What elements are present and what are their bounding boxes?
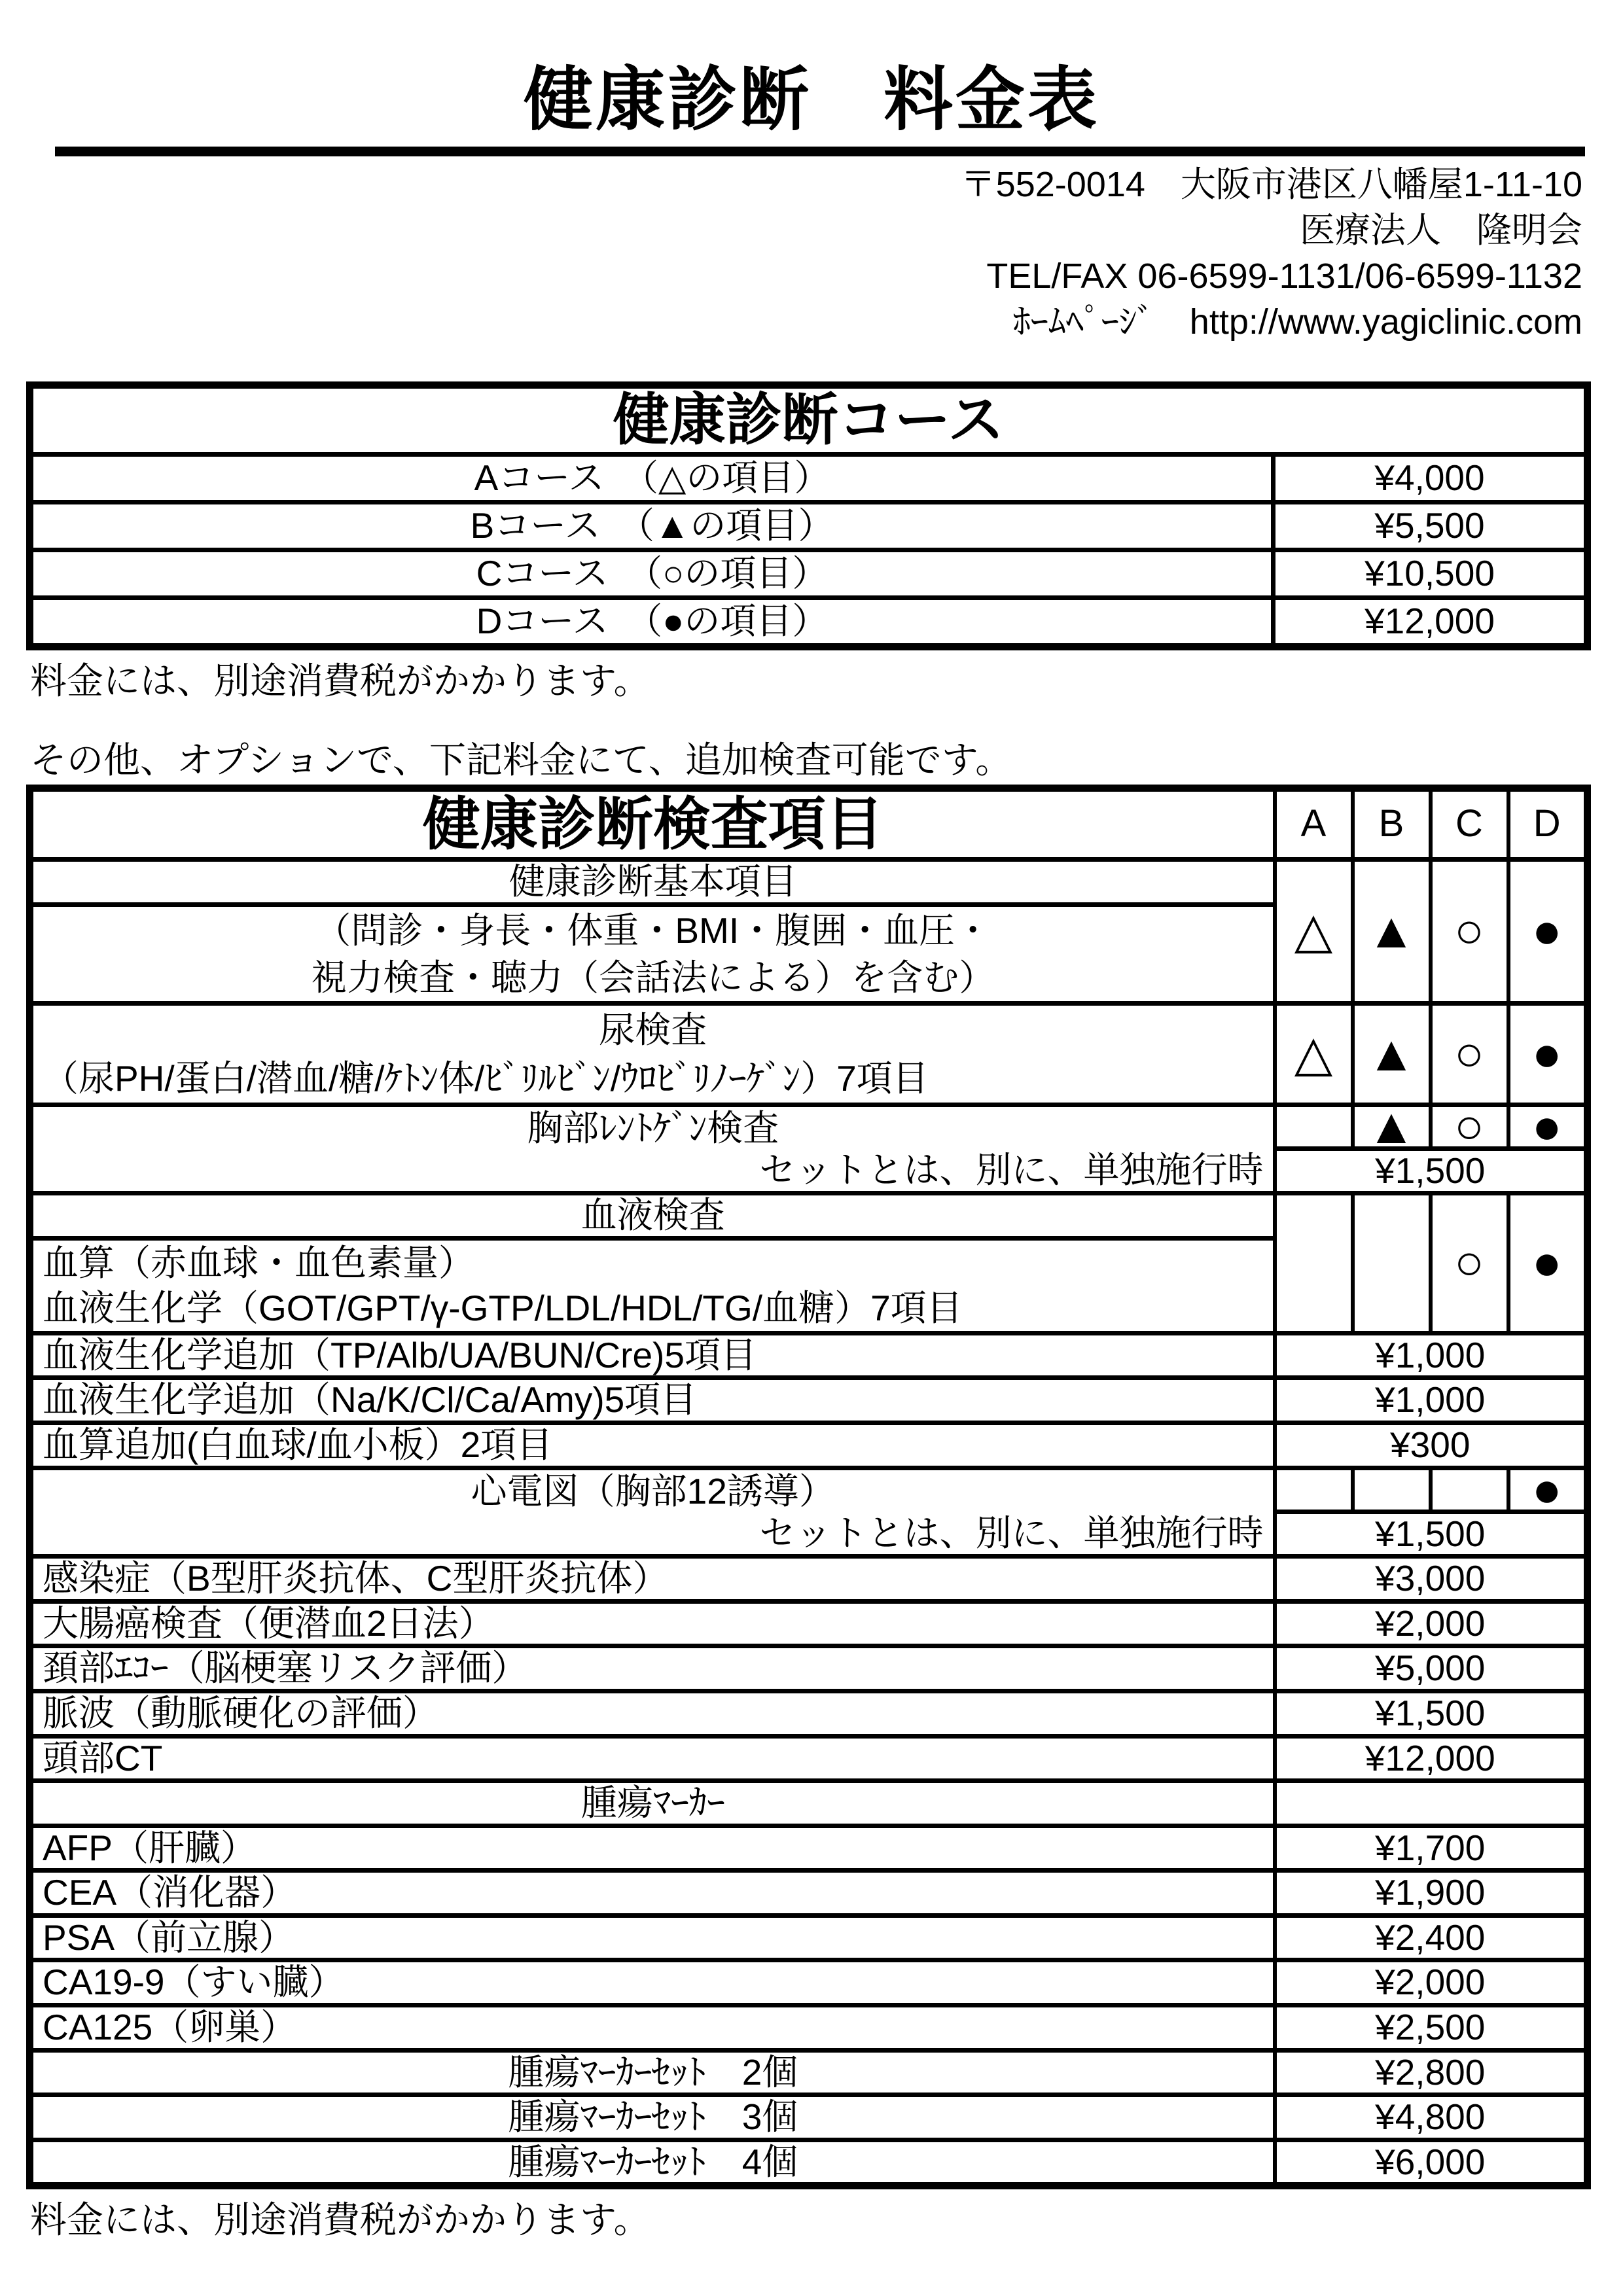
table-row (30, 1557, 1588, 1602)
chest-xray-standalone-note: セットとは、別に、単独施行時 (759, 1149, 1264, 1190)
exam-row-price: ¥300 (1275, 1422, 1588, 1468)
page-title: 健康診断 料金表 (524, 62, 1099, 139)
tumor-set-label: 腫瘍ﾏｰｶｰｾｯﾄ 3個 (30, 2095, 1275, 2140)
tumor-set-price: ¥6,000 (1275, 2140, 1588, 2186)
basic-desc-line2: 視力検査・聴力（会話法による）を含む） (311, 957, 995, 998)
course-a-label: Aコース （△の項目） (30, 454, 1274, 502)
table-row (30, 550, 1588, 597)
table-row (30, 2050, 1588, 2095)
chest-xray-heading: 胸部ﾚﾝﾄｹﾞﾝ検査 (527, 1107, 779, 1148)
exam-row-price: ¥2,500 (1275, 2005, 1588, 2051)
exam-row-label: 頭部CT (30, 1736, 1275, 1781)
table-row (30, 502, 1588, 550)
column-header-c: C (1431, 788, 1508, 859)
table-row (30, 2140, 1588, 2186)
ecg-standalone-price: ¥1,500 (1275, 1511, 1588, 1557)
clinic-address-block (0, 162, 1582, 345)
exam-table-title: 健康診断検査項目 (30, 788, 1275, 859)
exam-row-price: ¥2,000 (1275, 1601, 1588, 1646)
table-row (30, 1781, 1588, 1826)
table-row (30, 454, 1588, 502)
table-row (30, 859, 1588, 904)
basic-desc-line1: （問診・身長・体重・BMI・腹囲・血圧・ (315, 910, 991, 951)
tumor-set-price: ¥4,800 (1275, 2095, 1588, 2140)
basic-section-heading: 健康診断基本項目 (30, 859, 1275, 904)
mark-b: ▲ (1353, 1104, 1431, 1148)
course-c-label: Cコース （○の項目） (30, 550, 1274, 597)
address-line-homepage: ﾎｰﾑﾍﾟｰｼﾞ http://www.yagiclinic.com (1012, 302, 1582, 342)
exam-row-price: ¥3,000 (1275, 1557, 1588, 1602)
table-row (30, 1826, 1588, 1871)
mark-b: ▲ (1353, 1003, 1431, 1104)
table-row (30, 1736, 1588, 1781)
column-header-d: D (1508, 788, 1588, 859)
tumor-section-price-empty (1275, 1781, 1588, 1826)
exam-row-label: CEA（消化器） (30, 1871, 1275, 1916)
mark-d: ● (1508, 1193, 1588, 1333)
blood-line1: 血算（赤血球・血色素量） (43, 1242, 475, 1283)
exam-row-label: CA19-9（すい臓） (30, 1960, 1275, 2005)
basic-section-description (30, 904, 1275, 1003)
course-a-price: ¥4,000 (1274, 454, 1588, 502)
table-row (30, 1468, 1588, 1511)
blood-section-heading: 血液検査 (30, 1193, 1275, 1239)
mark-c (1431, 1468, 1508, 1511)
blood-line2: 血液生化学（GOT/GPT/γ-GTP/LDL/HDL/TG/血糖）7項目 (43, 1287, 963, 1328)
ecg-heading: 心電図（胸部12誘導） (471, 1470, 835, 1511)
tax-note-bottom: 料金には、別途消費税がかかります。 (30, 2199, 651, 2241)
address-line-corporation: 医療法人 隆明会 (1300, 211, 1582, 251)
column-header-b: B (1353, 788, 1431, 859)
exam-header-row (30, 788, 1588, 859)
table-row (30, 1422, 1588, 1468)
option-note: その他、オプションで、下記料金にて、追加検査可能です。 (30, 739, 1012, 781)
exam-row-price: ¥5,000 (1275, 1646, 1588, 1691)
urine-description: （尿PH/蛋白/潜血/糖/ｹﾄﾝ体/ﾋﾞﾘﾙﾋﾞﾝ/ｳﾛﾋﾞﾘﾉｰｹﾞﾝ）7項目 (43, 1057, 929, 1099)
exam-row-price: ¥1,500 (1275, 1691, 1588, 1736)
chest-xray-standalone-price: ¥1,500 (1275, 1148, 1588, 1193)
mark-a: △ (1275, 1003, 1353, 1104)
address-line-telfax: TEL/FAX 06-6599-1131/06-6599-1132 (986, 256, 1582, 296)
exam-row-price: ¥2,400 (1275, 1915, 1588, 1960)
exam-row-price: ¥1,700 (1275, 1826, 1588, 1871)
exam-row-label: AFP（肝臓） (30, 1826, 1275, 1871)
column-header-a: A (1275, 788, 1353, 859)
exam-table (26, 785, 1591, 2189)
exam-row-label: 大腸癌検査（便潜血2日法） (30, 1601, 1275, 1646)
exam-row-label: 血液生化学追加（Na/K/Cl/Ca/Amy)5項目 (30, 1378, 1275, 1423)
exam-row-price: ¥1,000 (1275, 1378, 1588, 1423)
tumor-set-label: 腫瘍ﾏｰｶｰｾｯﾄ 4個 (30, 2140, 1275, 2186)
mark-a (1275, 1468, 1353, 1511)
tumor-set-label: 腫瘍ﾏｰｶｰｾｯﾄ 2個 (30, 2050, 1275, 2095)
course-table-title-row (30, 385, 1588, 454)
exam-row-label: PSA（前立腺） (30, 1915, 1275, 1960)
table-row (30, 597, 1588, 646)
title-rule (55, 147, 1585, 156)
tax-note: 料金には、別途消費税がかかります。 (30, 660, 651, 701)
course-d-label: Dコース （●の項目） (30, 597, 1274, 646)
table-row (30, 1378, 1588, 1423)
mark-c: ○ (1431, 859, 1508, 1003)
exam-row-price: ¥2,000 (1275, 1960, 1588, 2005)
mark-c: ○ (1431, 1104, 1508, 1148)
urine-test-cell (30, 1003, 1275, 1104)
table-row (30, 1646, 1588, 1691)
mark-d: ● (1508, 859, 1588, 1003)
mark-d: ● (1508, 1003, 1588, 1104)
table-row (30, 1691, 1588, 1736)
tumor-set-price: ¥2,800 (1275, 2050, 1588, 2095)
mark-c: ○ (1431, 1193, 1508, 1333)
mark-a (1275, 1104, 1353, 1148)
course-c-price: ¥10,500 (1274, 550, 1588, 597)
table-row (30, 1003, 1588, 1104)
table-row (30, 1104, 1588, 1148)
course-b-price: ¥5,500 (1274, 502, 1588, 550)
exam-row-label: 血算追加(白血球/血小板）2項目 (30, 1422, 1275, 1468)
course-b-label: Bコース （▲の項目） (30, 502, 1274, 550)
mark-a: △ (1275, 859, 1353, 1003)
mark-d: ● (1508, 1468, 1588, 1511)
table-row (30, 1915, 1588, 1960)
ecg-standalone-note: セットとは、別に、単独施行時 (759, 1512, 1264, 1553)
exam-row-price: ¥1,000 (1275, 1333, 1588, 1378)
exam-row-label: 脈波（動脈硬化の評価） (30, 1691, 1275, 1736)
exam-row-label: 感染症（B型肝炎抗体、C型肝炎抗体） (30, 1557, 1275, 1602)
exam-row-label: CA125（卵巣） (30, 2005, 1275, 2051)
course-table (26, 381, 1591, 650)
urine-heading: 尿検査 (599, 1009, 707, 1050)
table-row (30, 2095, 1588, 2140)
chest-xray-cell (30, 1104, 1275, 1193)
exam-row-label: 頚部ｴｺｰ（脳梗塞リスク評価） (30, 1646, 1275, 1691)
mark-d: ● (1508, 1104, 1588, 1148)
mark-b (1353, 1468, 1431, 1511)
exam-row-label: 血液生化学追加（TP/Alb/UA/BUN/Cre)5項目 (30, 1333, 1275, 1378)
mark-b: ▲ (1353, 859, 1431, 1003)
exam-row-price: ¥12,000 (1275, 1736, 1588, 1781)
table-row (30, 1333, 1588, 1378)
mark-c: ○ (1431, 1003, 1508, 1104)
course-table-title: 健康診断コース (30, 385, 1588, 454)
tumor-section-heading: 腫瘍ﾏｰｶｰ (30, 1781, 1275, 1826)
table-row (30, 1871, 1588, 1916)
table-row (30, 1193, 1588, 1239)
mark-b (1353, 1193, 1431, 1333)
exam-row-price: ¥1,900 (1275, 1871, 1588, 1916)
table-row (30, 2005, 1588, 2051)
address-line-postal: 〒552-0014 大阪市港区八幡屋1-11-10 (960, 165, 1582, 205)
ecg-cell (30, 1468, 1275, 1557)
table-row (30, 1601, 1588, 1646)
course-d-price: ¥12,000 (1274, 597, 1588, 646)
table-row (30, 1960, 1588, 2005)
mark-a (1275, 1193, 1353, 1333)
blood-detail-cell (30, 1238, 1275, 1333)
